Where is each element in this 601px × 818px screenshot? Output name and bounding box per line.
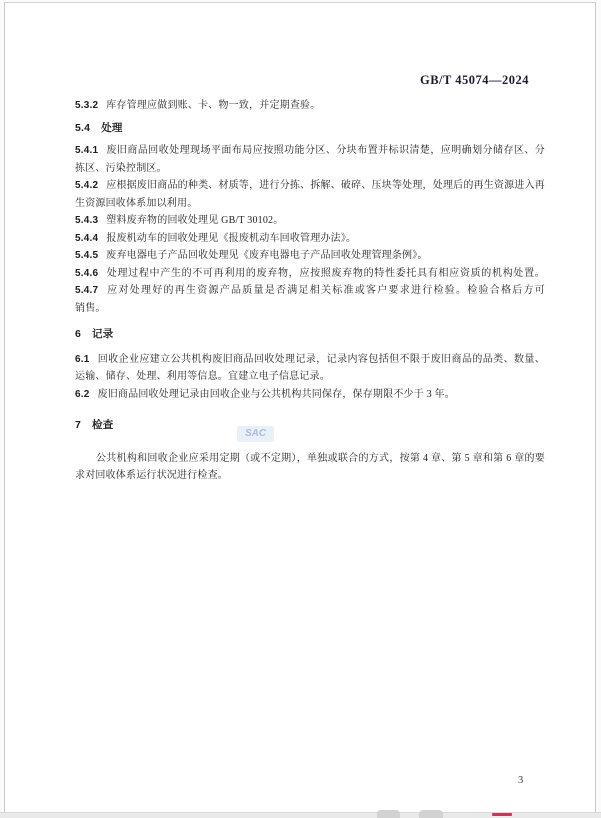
heading-7: 7 检查 xyxy=(75,419,114,431)
clause-5-4-4: 5.4.4 报废机动车的回收处理见《报废机动车回收管理办法》。 xyxy=(75,232,357,244)
red-indicator-segment[interactable] xyxy=(492,813,512,816)
document-body xyxy=(75,97,545,485)
section-7-paragraph-line1: 公共机构和回收企业应采用定期（或不定期），单独或联合的方式，按第 4 章、第 5 章和第 6 章的要 xyxy=(96,452,545,464)
clause-5-4-3: 5.4.3 塑料废弃物的回收处理见 GB/T 30102。 xyxy=(75,215,284,226)
bottom-ui-bar xyxy=(0,812,601,818)
section-7-paragraph-line2: 求对回收体系运行状况进行检查。 xyxy=(75,470,228,481)
clause-5-4-7-line2: 销售。 xyxy=(75,302,106,314)
clause-5-4-5: 5.4.5 废弃电器电子产品回收处理见《废弃电器电子产品回收处理管理条例》。 xyxy=(75,250,428,261)
taskbar-item-right[interactable] xyxy=(419,810,443,818)
clause-5-4-6: 5.4.6 处理过程中产生的不可再利用的废弃物，应按照废弃物的特性委托具有相应资质的机构处置。 xyxy=(75,267,545,279)
standard-number-header: GB/T 45074—2024 xyxy=(419,73,529,87)
heading-5-4: 5.4 处理 xyxy=(75,121,123,134)
clause-6-1-line1: 6.1 回收企业应建立公共机构废旧商品回收处理记录，记录内容包括但不限于废旧商品的品类、数量、 xyxy=(75,353,545,365)
page-number: 3 xyxy=(518,775,524,786)
sac-watermark: SAC xyxy=(237,426,274,442)
clause-5-3-2: 5.3.2 库存管理应做到账、卡、物一致，并定期查验。 xyxy=(75,100,321,111)
clause-6-2: 6.2 废旧商品回收处理记录由回收企业与公共机构共同保存，保存期限不少于 3 年。 xyxy=(75,388,455,400)
document-page xyxy=(4,2,596,812)
heading-6: 6 记录 xyxy=(75,328,114,340)
clause-5-4-2-line2: 生资源回收体系加以利用。 xyxy=(75,197,198,209)
clause-5-4-2-line1: 5.4.2 应根据废旧商品的种类、材质等，进行分拣、拆解、破碎、压块等处理，处理后的再生资源进入再 xyxy=(75,180,545,191)
clause-6-1-line2: 运输、储存、处理、利用等信息。宜建立电子信息记录。 xyxy=(75,371,330,382)
taskbar-item-left[interactable] xyxy=(377,810,400,818)
clause-5-4-1-line1: 5.4.1 废旧商品回收处理现场平面布局应按照功能分区、分块布置并标识清楚，应明确划分储存区、分 xyxy=(75,145,545,156)
clause-5-4-7-line1: 5.4.7 应对处理好的再生资源产品质量是否满足相关标准或客户要求进行检验。检验合格后方可 xyxy=(75,285,545,296)
clause-5-4-1-line2: 拣区、污染控制区。 xyxy=(75,162,167,174)
